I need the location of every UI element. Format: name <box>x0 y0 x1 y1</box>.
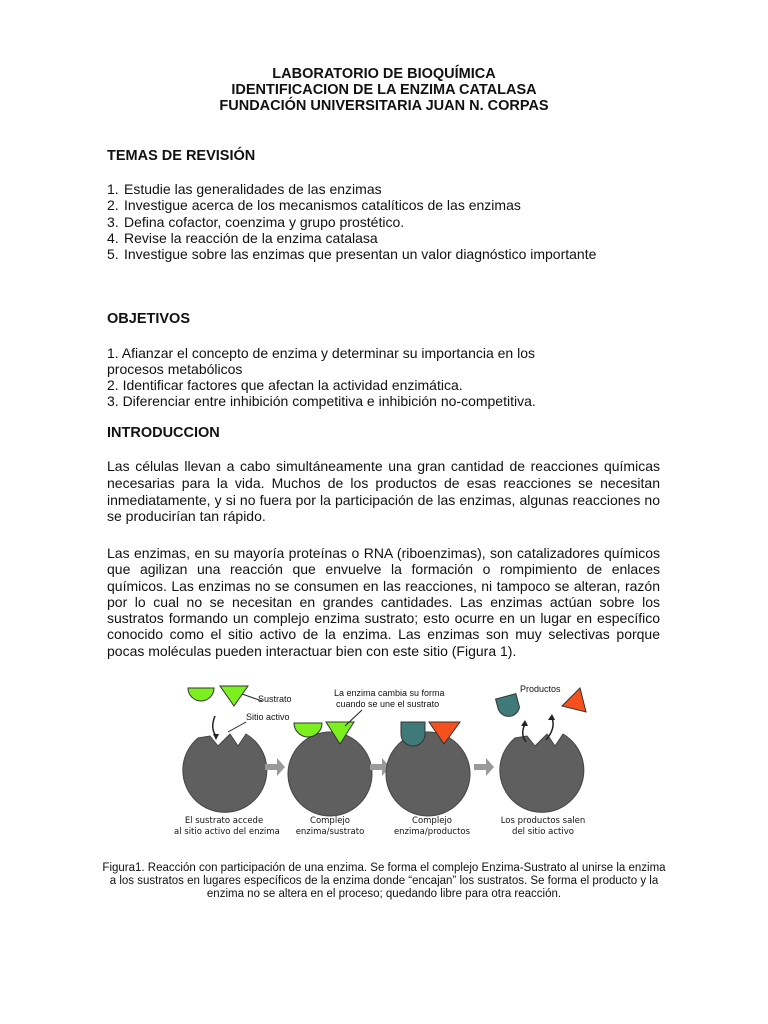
objective-item: 2. Identificar factores que afectan la actividad enzimática. <box>107 377 463 393</box>
review-item <box>107 230 596 246</box>
header-line-lab: LABORATORIO DE BIOQUÍMICA <box>272 66 496 82</box>
review-item-number: 2. <box>107 197 119 214</box>
objectives-list <box>107 345 587 409</box>
label-productos: Productos <box>520 684 561 694</box>
step-caption-line: El sustrato accede <box>184 816 264 826</box>
review-item-number: 4. <box>107 229 119 246</box>
header-line-title: IDENTIFICACION DE LA ENZIMA CATALASA <box>231 82 537 98</box>
review-item <box>107 181 596 197</box>
step-4-caption <box>496 816 590 838</box>
review-item-text: Estudie las generalidades de las enzimas <box>124 181 382 197</box>
paragraph-text: Las enzimas, en su mayoría proteínas o RNA (riboenzimas), son catalizadores químicos que agilizan una reacción que envuelve la formación o rompimiento de enlaces químicos. Las enzimas no se consumen en las reacciones, ni tampoco se alteran, razón por lo cual no se necesitan en grandes cantidades. Las enzimas actúan sobre los sustratos formando un complejo enzima sustrato; esto ocurre en un lugar en específico conocido como el sitio activo de la enzima. Las enzimas son muy selectivas porque pocas moléculas pueden interactuar bien con este sitio (Figura 1). <box>107 545 660 659</box>
review-item-text: Investigue acerca de los mecanismos catalíticos de las enzimas <box>124 197 521 214</box>
label-enzima-cambia-1: La enzima cambia su forma <box>334 688 445 698</box>
figure-caption <box>100 862 668 901</box>
step-caption-line: Complejo <box>412 816 452 826</box>
enzyme-step-3 <box>386 722 470 816</box>
step-1-caption <box>174 816 280 838</box>
label-sustrato: Sustrato <box>258 694 292 704</box>
step-caption-line: del sitio activo <box>512 827 574 837</box>
enzyme-step-4 <box>496 688 586 812</box>
caption-line: Figura1. Reacción con participación de una enzima. Se forma el complejo Enzima-Sustrato al unirse la enzima <box>102 862 666 874</box>
enzyme-step-2 <box>288 710 372 816</box>
review-item <box>107 246 596 262</box>
introduction-paragraph-1 <box>107 458 660 525</box>
step-caption-line: Complejo <box>310 816 350 826</box>
header-line-institution: FUNDACIÓN UNIVERSITARIA JUAN N. CORPAS <box>219 98 549 114</box>
document-header <box>0 66 768 114</box>
step-caption-line: enzima/sustrato <box>295 827 365 837</box>
label-sitio-activo: Sitio activo <box>246 712 290 722</box>
introduction-paragraph-2 <box>107 545 660 659</box>
objective-item: 3. Diferenciar entre inhibición competitiva e inhibición no-competitiva. <box>107 393 536 409</box>
review-section-title: TEMAS DE REVISIÓN <box>107 148 256 164</box>
review-list <box>107 181 596 262</box>
step-2-caption <box>290 816 370 838</box>
step-caption-line: Los productos salen <box>500 816 586 826</box>
objective-item: 1. Afianzar el concepto de enzima y determinar su importancia en los procesos metabólicos <box>107 345 536 377</box>
review-item-text: Revise la reacción de la enzima catalasa <box>124 229 378 246</box>
introduction-section-title: INTRODUCCION <box>107 425 220 441</box>
review-item-number: 3. <box>107 213 119 230</box>
review-item <box>107 214 596 230</box>
review-item-number: 5. <box>107 246 119 263</box>
step-arrow <box>265 758 285 776</box>
step-caption-line: al sitio activo del enzima <box>174 827 280 837</box>
caption-line: enzima no se altera en el proceso; quedando libre para otra reacción. <box>206 888 562 900</box>
review-item-text: Investigue sobre las enzimas que presentan un valor diagnóstico importante <box>124 246 597 263</box>
paragraph-text: Las células llevan a cabo simultáneamente una gran cantidad de reacciones químicas necesarias para la vida. Muchos de los productos de esas reacciones se necesitan inmediatamente, y si no fuera por la participación de las enzimas, algunas reacciones no se producirían tan rápido. <box>107 458 660 525</box>
step-3-caption <box>390 816 474 838</box>
review-item-number: 1. <box>107 181 119 197</box>
caption-line: a los sustratos en lugares específicos de la enzima donde “encajan” los sustratos. Se forma el producto y la <box>109 875 659 887</box>
enzyme-reaction-figure <box>170 676 600 846</box>
enzyme-step-1 <box>183 686 267 812</box>
label-enzima-cambia-2: cuando se une el sustrato <box>336 699 440 709</box>
review-item-text: Defina cofactor, coenzima y grupo prostético. <box>124 213 405 230</box>
objectives-section-title: OBJETIVOS <box>107 311 190 327</box>
step-arrow <box>474 758 494 776</box>
step-caption-line: enzima/productos <box>393 827 471 837</box>
review-item <box>107 197 596 213</box>
